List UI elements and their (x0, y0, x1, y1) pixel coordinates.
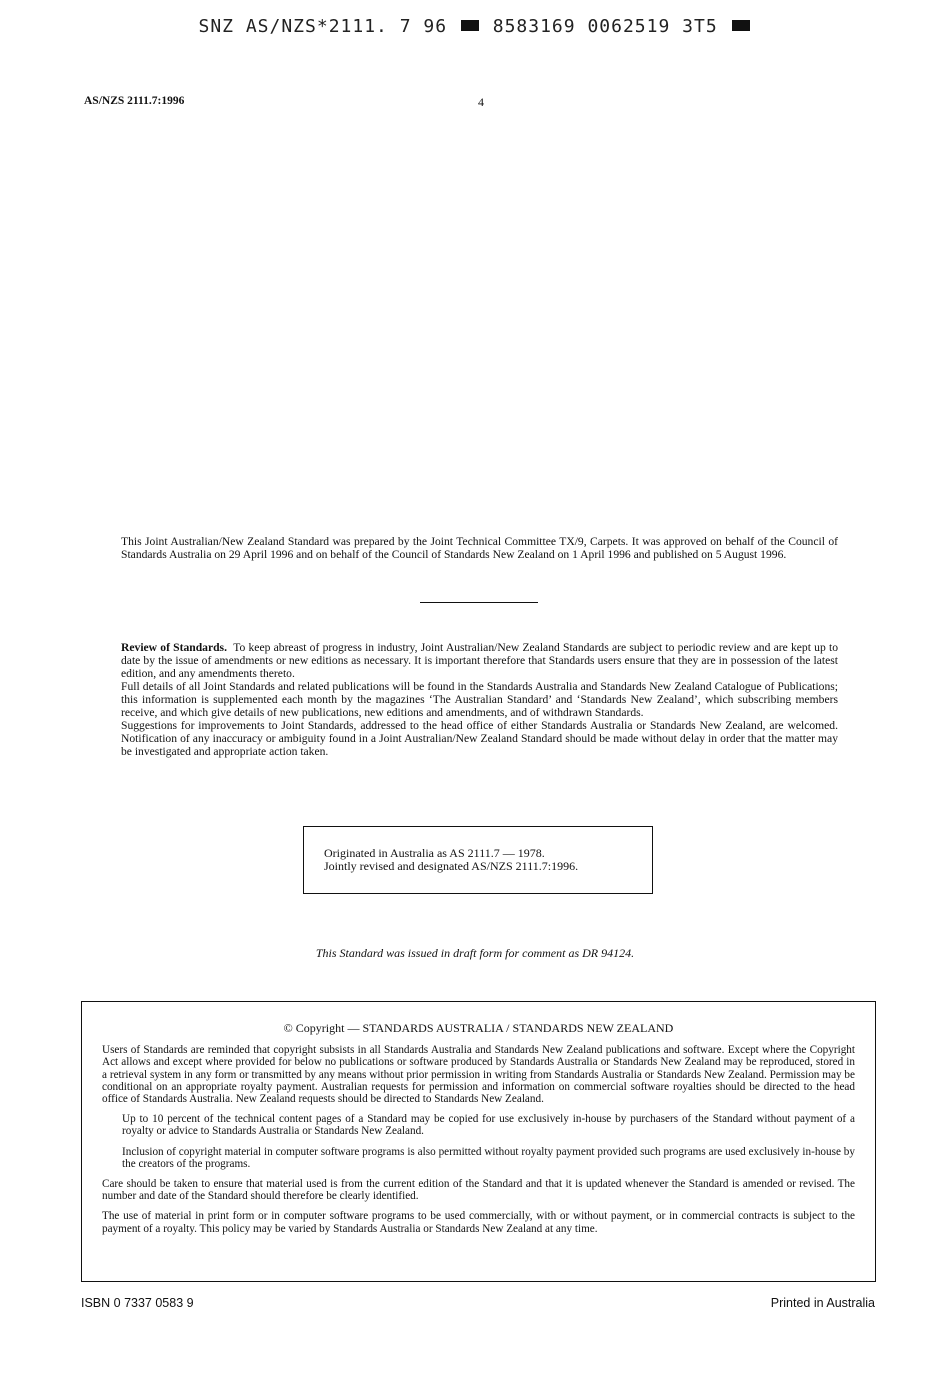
draft-note: This Standard was issued in draft form for comment as DR 94124. (315, 946, 635, 960)
preparation-note: This Joint Australian/New Zealand Standard was prepared by the Joint Technical Committee TX/9, Carpets. It was approved on behalf of the Council of Standards Australia on 29 April 1996 and on behalf of the Council of Standards New Zealand on 1 April 1996 and published on 5 August 1996. (121, 535, 838, 561)
review-paragraph-3: Suggestions for improvements to Joint Standards, addressed to the head office of either Standards Australia or Standards New Zealand, are welcomed. Notification of any inaccuracy or ambiguity found in a Joint Australian/New Zealand Standard should be made without delay in order that the matter may be investigated and appropriate action taken. (121, 719, 838, 758)
origin-box (303, 826, 653, 894)
origin-line-2: Jointly revised and designated AS/NZS 2111.7:1996. (324, 859, 579, 873)
copyright-paragraph-1: Users of Standards are reminded that copyright subsists in all Standards Australia and Standards New Zealand publications and software. Except where the Copyright Act allows and except where provided for below no publications or software produced by Standards Australia or Standards New Zealand may be reproduced, stored in a retrieval system in any form or transmitted by any means without prior permission in writing from Standards Australia or Standards New Zealand. Permission may be conditional on an appropriate royalty payment. Australian requests for permission and information on commercial software royalties should be directed to the head office of Standards Australia. New Zealand requests should be directed to Standards New Zealand. (102, 1044, 855, 1106)
black-block-mark (461, 20, 479, 31)
review-heading: Review of Standards. (121, 641, 227, 654)
divider-rule (420, 602, 538, 603)
review-paragraph-2: Full details of all Joint Standards and related publications will be found in the Standards Australia and Standards New Zealand Catalogue of Publications; this information is supplemented each month by the magazines ‘The Australian Standard’ and ‘Standards New Zealand’, which subscribing members receive, and which give details of new publications, new editions and amendments, and of withdrawn Standards. (121, 680, 838, 719)
copyright-title: © Copyright — STANDARDS AUSTRALIA / STANDARDS NEW ZEALAND (283, 1021, 674, 1035)
black-block-mark (732, 20, 750, 31)
copyright-paragraph-4: Care should be taken to ensure that material used is from the current edition of the Standard and that it is updated whenever the Standard is amended or revised. The number and date of the Standard should therefore be clearly identified. (102, 1178, 855, 1203)
header-code-numbers: 8583169 0062519 3T5 (492, 16, 718, 37)
header-code-text: SNZ AS/NZS*2111. 7 96 (198, 16, 448, 37)
origin-line-1: Originated in Australia as AS 2111.7 — 1978. (324, 846, 545, 860)
review-text-1: To keep abreast of progress in industry, Joint Australian/New Zealand Standards are subject to periodic review and are kept up to date by the issue of amendments or new editions as necessary. It is important therefore that Standards users ensure that they are in possession of the latest edition, and any amendments thereto. (121, 641, 838, 680)
review-paragraph-1 (121, 641, 838, 680)
isbn: ISBN 0 7337 0583 9 (81, 1296, 194, 1310)
copyright-paragraph-3: Inclusion of copyright material in computer software programs is also permitted without royalty payment provided such programs are used exclusively in-house by the creators of the programs. (122, 1145, 855, 1170)
scan-header-code (0, 16, 950, 37)
copyright-paragraph-5: The use of material in print form or in computer software programs to be used commercially, with or without payment, or in commercial contracts is subject to the payment of a royalty. This policy may be varied by Standards Australia or Standards New Zealand at any time. (102, 1210, 855, 1235)
document-id: AS/NZS 2111.7:1996 (84, 95, 185, 107)
copyright-paragraph-2: Up to 10 percent of the technical content pages of a Standard may be copied for use exclusively in-house by purchasers of the Standard without payment of a royalty or advice to Standards Australia or Standards New Zealand. (122, 1113, 855, 1138)
copyright-box (81, 1001, 876, 1282)
page-number: 4 (478, 95, 484, 109)
review-of-standards (121, 641, 838, 758)
printed-in: Printed in Australia (770, 1296, 875, 1310)
